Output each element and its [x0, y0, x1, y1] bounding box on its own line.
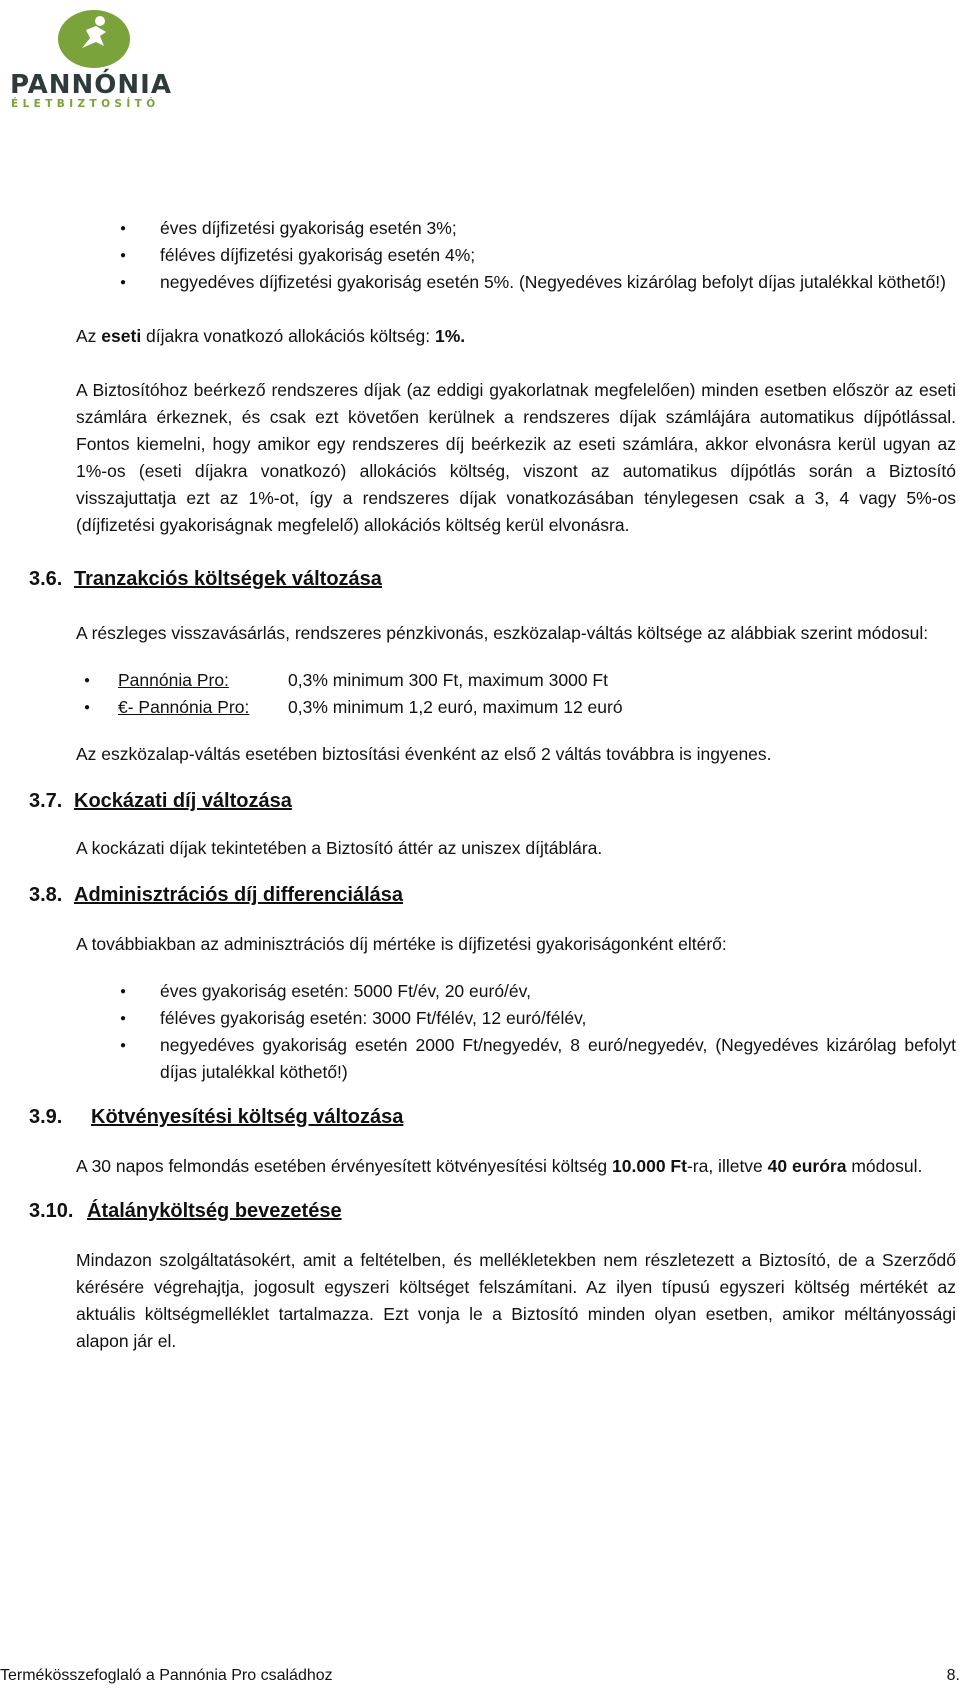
section-3-6-note: Az eszközalap-váltás esetében biztosítási évenként az első 2 váltás továbbra is ingyenes.: [76, 744, 772, 764]
list-item: ● €- Pannónia Pro: 0,3% minimum 1,2 euró, maximum 12 euró: [76, 694, 956, 721]
section-heading-3-9: 3.9. Kötvényesítési költség változása: [29, 1106, 404, 1128]
document-body: [29, 215, 956, 1355]
frequency-cost-list: [76, 215, 956, 296]
list-item: ● éves gyakoriság esetén: 5000 Ft/év, 20 euró/év,: [76, 978, 956, 1005]
page-number: 8.: [946, 1667, 960, 1684]
section-3-7-text: A kockázati díjak tekintetében a Biztosító áttér az uniszex díjtáblára.: [76, 838, 603, 858]
section-3-8-intro: A továbbiakban az adminisztrációs díj mértéke is díjfizetési gyakoriságonként eltérő:: [76, 934, 727, 954]
footer-title: Termékösszefoglaló a Pannónia Pro családhoz: [0, 1667, 333, 1684]
section-3-6-intro: A részleges visszavásárlás, rendszeres pénzkivonás, eszközalap-váltás költsége az alábbiak szerint módosul:: [76, 623, 929, 643]
runner-logo-icon: [56, 8, 132, 70]
section-heading-3-7: 3.7. Kockázati díj változása: [29, 790, 292, 812]
logo-tagline: ÉLETBIZTOSÍTÓ: [11, 98, 160, 110]
list-item: ● Pannónia Pro: 0,3% minimum 300 Ft, maximum 3000 Ft: [76, 667, 956, 694]
list-item: ● negyedéves gyakoriság esetén 2000 Ft/negyedév, 8 euró/negyedév, (Negyedéves kizárólag befolyt díjas jutalékkal köthető!): [76, 1032, 956, 1086]
logo-brand-text: PANNÓNIA: [10, 70, 172, 100]
section-heading-3-8: 3.8. Adminisztrációs díj differenciálása: [29, 884, 403, 906]
list-item: ● negyedéves díjfizetési gyakoriság esetén 5%. (Negyedéves kizárólag befolyt díjas jutalékkal köthető!): [76, 269, 956, 296]
section-3-10-text: Mindazon szolgáltatásokért, amit a feltételben, és mellékletekben nem részletezett a Biztosító, de a Szerződő kérésére végrehajtja, jogosult egyszeri költséget felszámítani. Az ilyen típusú egyszeri költség mértékét az aktuális költségmelléklet tartalmazza. Ezt vonja le a Biztosító minden olyan esetben, amikor méltányossági alapon jár el.: [76, 1250, 956, 1351]
transaction-cost-list: [76, 667, 956, 721]
company-logo: [8, 8, 188, 108]
section-3-9-text: A 30 napos felmondás esetében érvényesített kötvényesítési költség 10.000 Ft-ra, illetve 40 euróra módosul.: [76, 1156, 923, 1176]
section-heading-3-6: 3.6. Tranzakciós költségek változása: [29, 568, 382, 590]
list-item: ● féléves gyakoriság esetén: 3000 Ft/félév, 12 euró/félév,: [76, 1005, 956, 1032]
list-item: ● féléves díjfizetési gyakoriság esetén 4%;: [76, 242, 956, 269]
section-heading-3-10: 3.10. Átalányköltség bevezetése: [29, 1200, 342, 1222]
list-item: ● éves díjfizetési gyakoriság esetén 3%;: [76, 215, 956, 242]
regular-fee-paragraph: A Biztosítóhoz beérkező rendszeres díjak (az eddigi gyakorlatnak megfelelően) minden esetben először az eseti számlára érkeznek, és csak ezt követően kerülnek a rendszeres díjak számlájára automatikus díjpótlással. Fontos kiemelni, hogy amikor egy rendszeres díj beérkezik az eseti számlára, akkor elvonásra kerül ugyan az 1%-os (eseti díjakra vonatkozó) allokációs költség, viszont az automatikus díjpótlás során a Biztosító visszajuttatja ezt az 1%-ot, így a rendszeres díjak vonatkozásában ténylegesen csak a 3, 4 vagy 5%-os (díjfizetési gyakoriságnak megfelelő) allokációs költség kerül elvonásra.: [76, 380, 956, 535]
admin-fee-list: [76, 978, 956, 1086]
eseti-allocation-line: Az eseti díjakra vonatkozó allokációs költség: 1%.: [76, 326, 466, 346]
